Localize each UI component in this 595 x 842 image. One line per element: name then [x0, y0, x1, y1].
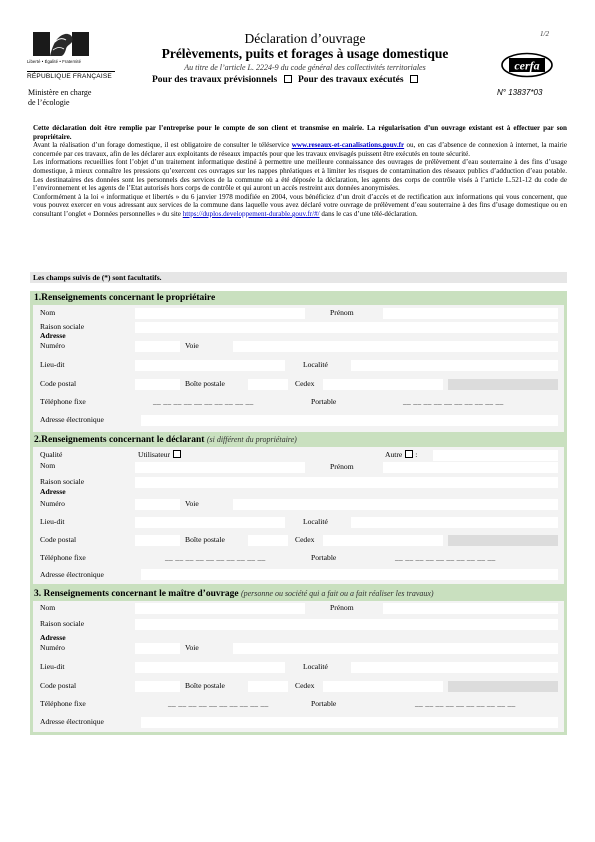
logo-motto: Liberté • Égalité • Fraternité: [27, 59, 82, 64]
maitre-ouvrage-prenom-field[interactable]: [383, 603, 558, 614]
proprietaire-lieu-dit-field[interactable]: [135, 360, 285, 371]
declarant-cedex-extension: [448, 535, 558, 546]
maitre-ouvrage-boite-postale-field[interactable]: [248, 681, 288, 692]
form-subject: Prélèvements, puits et forages à usage domestique: [161, 46, 449, 61]
section-maitre-ouvrage: [30, 587, 567, 735]
cerfa-number: N° 13837*03: [497, 88, 543, 97]
numero-label: Numéro: [40, 499, 65, 508]
declarant-voie-field[interactable]: [233, 499, 558, 510]
form-title: Déclaration d’ouvrage: [244, 31, 366, 46]
section-proprietaire: [30, 291, 567, 435]
telephone-fixe-label: Téléphone fixe: [40, 553, 86, 562]
travaux-options: [152, 75, 422, 85]
voie-label: Voie: [185, 643, 199, 652]
proprietaire-voie-field[interactable]: [233, 341, 558, 352]
declarant-boite-postale-field[interactable]: [248, 535, 288, 546]
proprietaire-cedex-field[interactable]: [323, 379, 443, 390]
nom-label: Nom: [40, 308, 56, 317]
declarant-lieu-dit-field[interactable]: [135, 517, 285, 528]
prenom-label: Prénom: [330, 308, 354, 317]
proprietaire-raison-sociale-field[interactable]: [135, 322, 558, 333]
section-2-title-text: 2.Renseignements concernant le déclarant: [34, 435, 205, 445]
maitre-ouvrage-voie-field[interactable]: [233, 643, 558, 654]
portable-label: Portable: [311, 699, 337, 708]
proprietaire-numero-field[interactable]: [135, 341, 180, 352]
adresse-heading: Adresse: [40, 487, 66, 496]
lieu-dit-label: Lieu-dit: [40, 517, 65, 526]
prenom-label: Prénom: [330, 462, 354, 471]
maitre-ouvrage-cedex-extension: [448, 681, 558, 692]
optional-fields-note: Les champs suivis de (*) sont facultatifs.: [30, 272, 567, 283]
maitre-ouvrage-email-field[interactable]: [141, 717, 558, 728]
legal-reference: Au titre de l’article L. 2224-9 du code général des collectivités territoriales: [184, 63, 426, 72]
proprietaire-code-postal-field[interactable]: [135, 379, 180, 390]
page-number: 1/2: [540, 30, 549, 38]
intro-p2-end: ou, en cas d’absence de connexion à internet, la mairie concernée par ces travaux, afin de les déclarer aux exploitants de réseaux impactés pour que les travaux envisagés puissent être exécutés en toute sécurité.: [33, 141, 567, 158]
adresse-electronique-label: Adresse électronique: [40, 570, 104, 579]
maitre-ouvrage-portable-field[interactable]: __ __ __ __ __ __ __ __ __ __: [415, 699, 516, 708]
intro-p2-start: Avant la réalisation d’un forage domestique, il est obligatoire de consulter le téléservice: [33, 141, 292, 150]
marianne-icon: [33, 30, 89, 58]
ministere: [28, 88, 128, 107]
declarant-nom-field[interactable]: [135, 462, 305, 473]
autre-checkbox[interactable]: [405, 450, 413, 458]
section-3-title: [30, 587, 567, 601]
voie-label: Voie: [185, 341, 199, 350]
proprietaire-localite-field[interactable]: [351, 360, 558, 371]
voie-label: Voie: [185, 499, 199, 508]
boite-postale-label: Boîte postale: [185, 379, 225, 388]
maitre-ouvrage-nom-field[interactable]: [135, 603, 305, 614]
portable-label: Portable: [311, 553, 337, 562]
utilisateur-option: [138, 450, 181, 460]
intro-paragraph-1: Cette déclaration doit être remplie par l’entreprise pour le compte de son client et transmise en mairie. La régularisation d’un ouvrage existant est à effectuer par son propriétaire.: [33, 124, 567, 141]
duplos-link[interactable]: https://duplos.developpement-durable.gouv.fr/#/: [182, 209, 320, 218]
proprietaire-nom-field[interactable]: [135, 308, 305, 319]
section-declarant: [30, 433, 567, 587]
declarant-code-postal-field[interactable]: [135, 535, 180, 546]
section-2-title: [30, 433, 567, 447]
section-3-note: (personne ou société qui a fait ou a fait réaliser les travaux): [240, 589, 434, 598]
cedex-label: Cedex: [295, 681, 315, 690]
raison-sociale-label: Raison sociale: [40, 477, 85, 486]
adresse-electronique-label: Adresse électronique: [40, 415, 104, 424]
autre-option: [385, 450, 417, 460]
portable-label: Portable: [311, 397, 337, 406]
section-1-title-text: 1.Renseignements concernant le propriétaire: [34, 293, 216, 303]
intro-paragraph-3: Les informations recueillies font l’objet d’un traitement informatique destiné à permettre une meilleure connaissance des ouvrages de prélèvement d’eau souterraine à des fins d’usage domestique, à mieux connaître les pressions qu’exercent ces ouvrages sur les nappes phréatiques et à limiter les risques de contamination des réseaux publics d’adduction d’eau potable. Les destinataires des données sont les personnels des services de la commune où a été déposée la déclaration, les agents des corps de contrôle visés à l’article L.521-12 du code de l’environnement et les agents de l’Etat autorisés hors corps de contrôle et qui auront un accès restreint aux données anonymisées.: [33, 158, 567, 193]
numero-label: Numéro: [40, 643, 65, 652]
section-2-body: [33, 447, 564, 584]
raison-sociale-label: Raison sociale: [40, 322, 85, 331]
numero-label: Numéro: [40, 341, 65, 350]
intro-p4-end: dans le cas d’une télé-déclaration.: [319, 209, 418, 218]
section-3-body: [33, 601, 564, 732]
section-2-note: (si différent du propriétaire): [206, 435, 297, 444]
declarant-prenom-field[interactable]: [383, 462, 558, 473]
declarant-raison-sociale-field[interactable]: [135, 477, 558, 488]
lieu-dit-label: Lieu-dit: [40, 662, 65, 671]
previsionnels-checkbox[interactable]: [284, 75, 292, 83]
declarant-telephone-fixe-field[interactable]: __ __ __ __ __ __ __ __ __ __: [165, 553, 266, 562]
cerfa-logo: [500, 52, 554, 78]
proprietaire-telephone-fixe-field[interactable]: __ __ __ __ __ __ __ __ __ __: [153, 397, 254, 406]
option-previsionnels-label: Pour des travaux prévisionnels: [152, 75, 278, 85]
intro-paragraph-4: [33, 193, 567, 219]
maitre-ouvrage-numero-field[interactable]: [135, 643, 180, 654]
declarant-autre-field[interactable]: [433, 450, 558, 461]
declarant-email-field[interactable]: [141, 569, 558, 580]
intro-paragraph-2: [33, 141, 567, 158]
cedex-label: Cedex: [295, 535, 315, 544]
adresse-heading: Adresse: [40, 633, 66, 642]
nom-label: Nom: [40, 461, 56, 470]
localite-label: Localité: [303, 662, 328, 671]
qualite-label: Qualité: [40, 450, 63, 459]
utilisateur-label: Utilisateur: [138, 450, 171, 459]
declarant-numero-field[interactable]: [135, 499, 180, 510]
intro-text: [33, 124, 567, 219]
maitre-ouvrage-cedex-field[interactable]: [323, 681, 443, 692]
prenom-label: Prénom: [330, 603, 354, 612]
code-postal-label: Code postal: [40, 379, 77, 388]
lieu-dit-label: Lieu-dit: [40, 360, 65, 369]
logo-republique-francaise: RÉPUBLIQUE FRANÇAISE: [27, 71, 115, 80]
proprietaire-prenom-field[interactable]: [383, 308, 558, 319]
raison-sociale-label: Raison sociale: [40, 619, 85, 628]
maitre-ouvrage-localite-field[interactable]: [351, 662, 558, 673]
maitre-ouvrage-raison-sociale-field[interactable]: [135, 619, 558, 630]
telephone-fixe-label: Téléphone fixe: [40, 699, 86, 708]
boite-postale-label: Boîte postale: [185, 535, 225, 544]
maitre-ouvrage-lieu-dit-field[interactable]: [135, 662, 285, 673]
republique-francaise-logo: [27, 30, 115, 78]
code-postal-label: Code postal: [40, 681, 77, 690]
code-postal-label: Code postal: [40, 535, 77, 544]
nom-label: Nom: [40, 603, 56, 612]
teleservice-link[interactable]: www.reseaux-et-canalisations.gouv.fr: [291, 141, 405, 150]
executes-checkbox[interactable]: [410, 75, 418, 83]
boite-postale-label: Boîte postale: [185, 681, 225, 690]
intro-p4-start: Conformément à la loi « informatique et libertés » du 6 janvier 1978 modifiée en 2004, vous bénéficiez d’un droit d’accès et de rectification aux informations qui vous concernent, que vous pouvez exercer en vous adressant aux services de la commune dans laquelle vous avez déclaré votre ouvrage de prélèvement d’eau souterraine à des fins d’usage domestique ou en consultant l’onglet « Données personnelles » du site: [33, 192, 567, 218]
utilisateur-checkbox[interactable]: [173, 450, 181, 458]
proprietaire-cedex-extension: [448, 379, 558, 390]
maitre-ouvrage-telephone-fixe-field[interactable]: __ __ __ __ __ __ __ __ __ __: [168, 699, 269, 708]
declarant-cedex-field[interactable]: [323, 535, 443, 546]
ministere-line2: de l’écologie: [28, 97, 70, 107]
section-3-title-text: 3. Renseignements concernant le maître d’ouvrage: [34, 589, 239, 599]
declarant-localite-field[interactable]: [351, 517, 558, 528]
proprietaire-boite-postale-field[interactable]: [248, 379, 288, 390]
maitre-ouvrage-code-postal-field[interactable]: [135, 681, 180, 692]
proprietaire-portable-field[interactable]: __ __ __ __ __ __ __ __ __ __: [403, 397, 504, 406]
ministere-line1: Ministère en charge: [28, 88, 92, 97]
adresse-electronique-label: Adresse électronique: [40, 717, 104, 726]
autre-label: Autre: [385, 450, 403, 459]
telephone-fixe-label: Téléphone fixe: [40, 397, 86, 406]
option-executes-label: Pour des travaux exécutés: [297, 75, 404, 85]
localite-label: Localité: [303, 360, 328, 369]
section-1-title: [30, 291, 567, 305]
localite-label: Localité: [303, 517, 328, 526]
cerfa-logo-text: cerfa: [514, 58, 540, 73]
cedex-label: Cedex: [295, 379, 315, 388]
adresse-heading: Adresse: [40, 331, 66, 340]
declarant-portable-field[interactable]: __ __ __ __ __ __ __ __ __ __: [395, 553, 496, 562]
autre-colon: :: [415, 450, 418, 459]
section-1-body: [33, 305, 564, 432]
proprietaire-email-field[interactable]: [141, 415, 558, 426]
